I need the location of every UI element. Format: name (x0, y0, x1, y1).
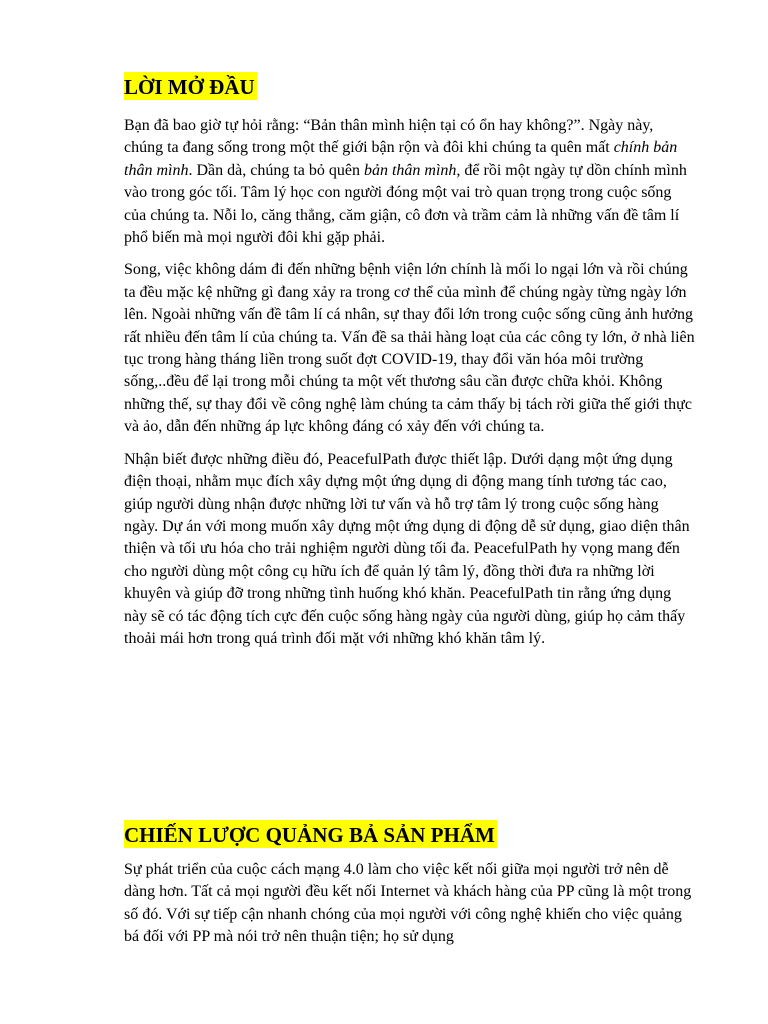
section-marketing-strategy (124, 820, 696, 949)
paragraph-text: để rồi một ngày tự dồn chính mình vào trong góc tối. Tâm lý học con người đóng một vai trò quan trọng trong cuộc sống của chúng ta. Nỗi lo, căng thẳng, căm giận, cô đơn và trầm cảm là những vấn đề tâm lí phổ biến mà mọi người đôi khi gặp phải. (124, 161, 687, 247)
document-page (124, 70, 696, 946)
paragraph-intro-1 (124, 115, 696, 249)
paragraph-text: . Dần dà, chúng ta bỏ quên (188, 161, 364, 179)
section-heading-introduction: LỜI MỞ ĐẦU (124, 72, 257, 100)
italic-phrase: chính bản thân mình (124, 139, 678, 179)
paragraph-intro-3: Nhận biết được những điều đó, PeacefulPath được thiết lập. Dưới dạng một ứng dụng điện thoại, nhằm mục đích xây dựng một ứng dụng di động mang tính tương tác cao, giúp người dùng nhận được những lời tư vấn và hỗ trợ tâm lý trong cuộc sống hàng ngày. Dự án với mong muốn xây dựng một ứng dụng di động dễ sử dụng, giao diện thân thiện và tối ưu hóa cho trải nghiệm người dùng tối đa. PeacefulPath hy vọng mang đến cho người dùng một công cụ hữu ích để quản lý tâm lý, đồng thời đưa ra những lời khuyên và giúp đỡ trong những tình huống khó khăn. PeacefulPath tin rằng ứng dụng này sẽ có tác động tích cực đến cuộc sống hàng ngày của người dùng, giúp họ cảm thấy thoải mái hơn trong quá trình đối mặt với những khó khăn tâm lý. (124, 450, 690, 647)
paragraph-intro-2: Song, việc không dám đi đến những bệnh viện lớn chính là mối lo ngại lớn và rồi chúng ta đều mặc kệ những gì đang xảy ra trong cơ thể của mình để chúng ngày từng ngày lớn lên. Ngoài những vấn đề tâm lí cá nhân, sự thay đổi lớn trong cuộc sống cũng ảnh hưởng rất nhiều đến tâm lí của chúng ta. Vấn đề sa thải hàng loạt của các công ty lớn, ở nhà liên tục trong hàng tháng liền trong suốt đợt COVID-19, thay đổi văn hóa môi trường sống,..đều để lại trong mỗi chúng ta một vết thương sâu cần được chữa khỏi. Không những thế, sự thay đổi về công nghệ làm chúng ta cảm thấy bị tách rời giữa thế giới thực và ảo, dẫn đến những áp lực không đáng có xảy đến với chúng ta. (124, 261, 695, 436)
paragraph-text: Bạn đã bao giờ tự hỏi rằng: “Bản thân mình hiện tại có ổn hay không?”. Ngày này, chúng ta đang sống trong một thế giới bận rộn và đôi khi chúng ta quên mất (124, 117, 654, 157)
section-heading-marketing-strategy: CHIẾN LƯỢC QUẢNG BẢ SẢN PHẨM (124, 820, 497, 848)
paragraph-strategy-1: Sự phát triển của cuộc cách mạng 4.0 làm cho việc kết nối giữa mọi người trở nên dễ dàng hơn. Tất cả mọi người đều kết nối Internet và khách hàng của PP cũng là một trong số đó. Với sự tiếp cận nhanh chóng của mọi người với công nghệ khiến cho việc quảng bá đối với PP mà nói trở nên thuận tiện; họ sử dụng (124, 861, 692, 946)
italic-phrase: bản thân mình, (363, 161, 461, 179)
section-introduction (124, 70, 696, 650)
